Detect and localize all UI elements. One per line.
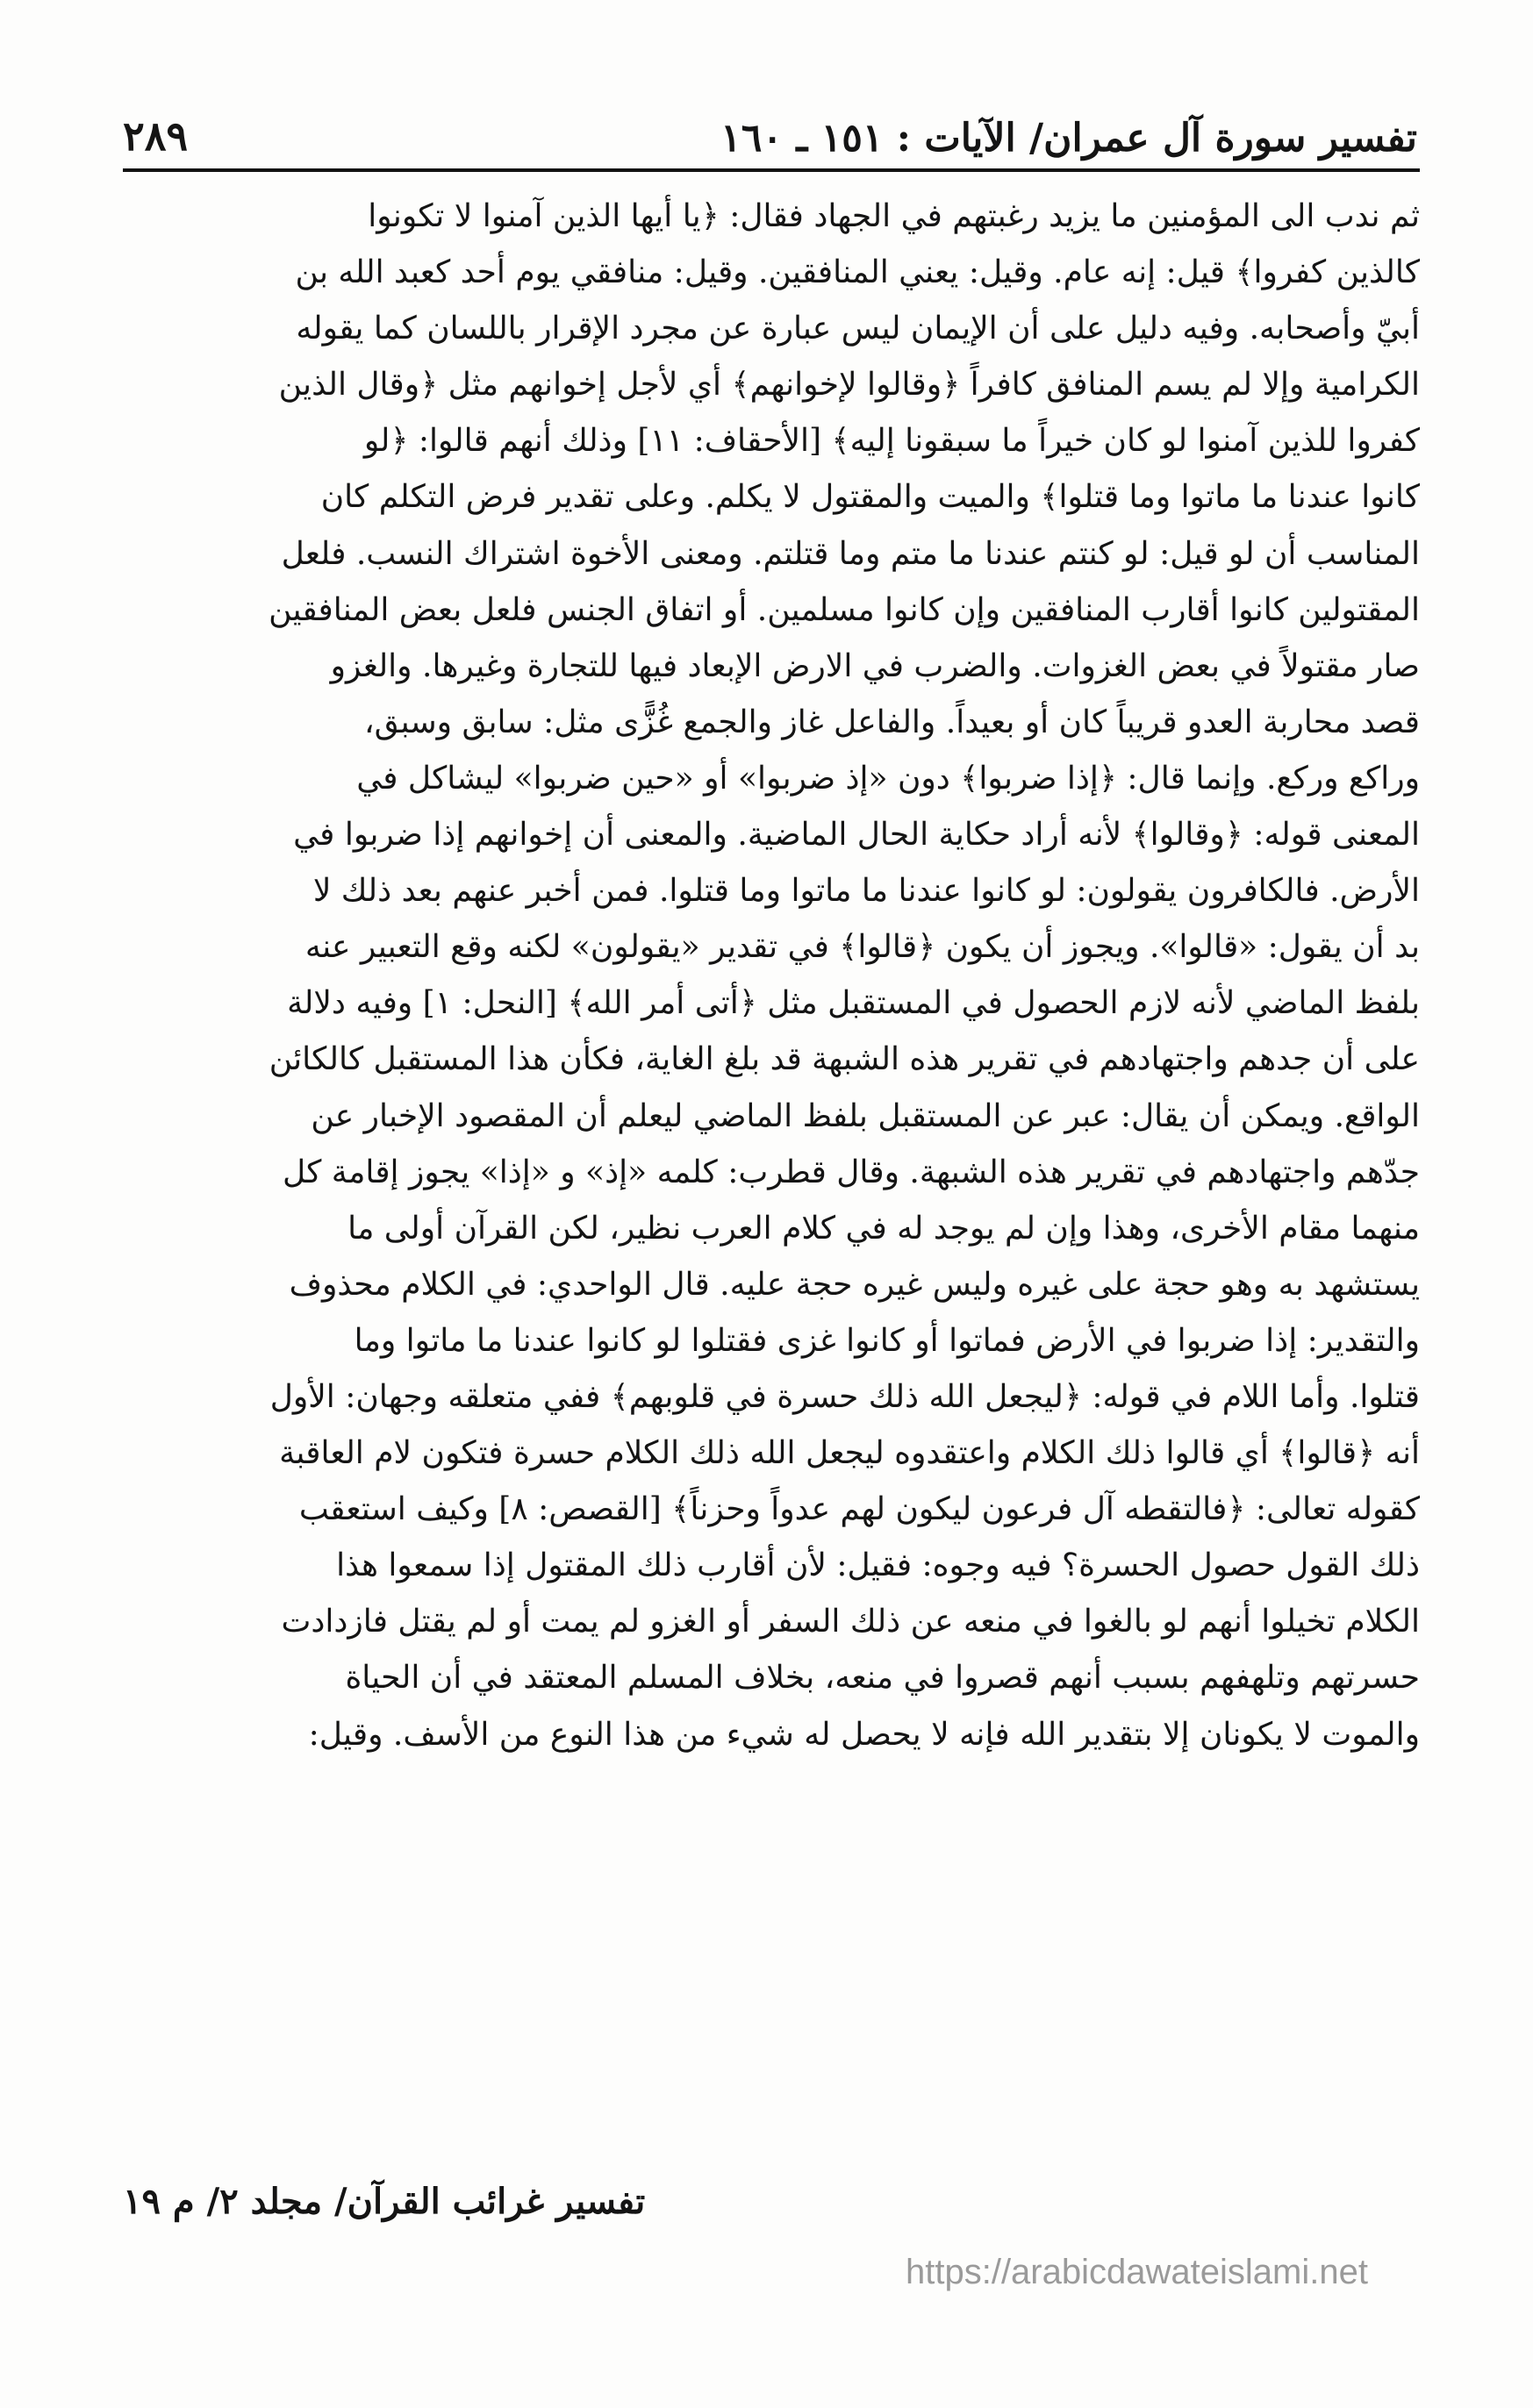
url-watermark: https://arabicdawateislami.net [906,2253,1368,2291]
text-line: بلفظ الماضي لأنه لازم الحصول في المستقبل مثل ﴿أتى أمر الله﴾ [النحل: ١] وفيه دلالة [287,985,1420,1022]
text-line: كقوله تعالى: ﴿فالتقطه آل فرعون ليكون لهم عدواً وحزناً﴾ [القصص: ٨] وكيف استعقب [298,1491,1420,1528]
text-line: منهما مقام الأخرى، وهذا وإن لم يوجد له في كلام العرب نظير، لكن القرآن أولى ما [347,1210,1420,1247]
text-line: والتقدير: إذا ضربوا في الأرض فماتوا أو كانوا غزى فقتلوا لو كانوا عندنا ما ماتوا وما [354,1322,1420,1359]
text-line: ثم ندب الى المؤمنين ما يزيد رغبتهم في الجهاد فقال: ﴿يا أيها الذين آمنوا لا تكونوا [368,198,1420,234]
text-line: الكلام تخيلوا أنهم لو بالغوا في منعه عن ذلك السفر أو الغزو لم يمت أو لم يقتل فازدادت [281,1604,1420,1640]
text-line: أبيّ وأصحابه. وفيه دليل على أن الإيمان ليس عبارة عن مجرد الإقرار باللسان كما يقوله [296,311,1420,347]
header-divider [123,168,1420,172]
text-line: بد أن يقول: «قالوا». ويجوز أن يكون ﴿قالوا﴾ في تقدير «يقولون» لكنه وقع التعبير عنه [304,929,1420,966]
running-header [123,104,1417,174]
text-line: الأرض. فالكافرون يقولون: لو كانوا عندنا ما ماتوا وما قتلوا. فمن أخبر عنهم بعد ذلك لا [312,873,1420,910]
text-line: صار مقتولاً في بعض الغزوات. والضرب في الارض الإبعاد فيها للتجارة وغيرها. والغزو [330,647,1420,684]
text-line: يستشهد به وهو حجة على غيره وليس غيره حجة عليه. قال الواحدي: في الكلام محذوف [289,1266,1420,1303]
text-line: حسرتهم وتلهفهم بسبب أنهم قصروا في منعه، بخلاف المسلم المعتقد في أن الحياة [345,1660,1420,1697]
text-line: المقتولين كانوا أقارب المنافقين وإن كانوا مسلمين. أو اتفاق الجنس فلعل بعض المنافقين [269,591,1420,628]
text-line: ذلك القول حصول الحسرة؟ فيه وجوه: فقيل: لأن أقارب ذلك المقتول إذا سمعوا هذا [336,1547,1420,1584]
page-number: ٢٨٩ [123,112,189,160]
text-line: كانوا عندنا ما ماتوا وما قتلوا﴾ والميت والمقتول لا يكلم. وعلى تقدير فرض التكلم كان [320,479,1420,516]
text-line: قتلوا. وأما اللام في قوله: ﴿ليجعل الله ذلك حسرة في قلوبهم﴾ ففي متعلقه وجهان: الأول [269,1378,1420,1415]
footer-signature: تفسير غرائب القرآن/ مجلد ٢/ م ١٩ [123,2181,646,2222]
text-line: الكرامية وإلا لم يسم المنافق كافراً ﴿وقالوا لإخوانهم﴾ أي لأجل إخوانهم مثل ﴿وقال الذين [278,367,1420,404]
body-text [123,189,1420,1763]
text-line: جدّهم واجتهادهم في تقرير هذه الشبهة. وقال قطرب: كلمه «إذ» و «إذا» يجوز إقامة كل [282,1154,1420,1190]
text-line: كفروا للذين آمنوا لو كان خيراً ما سبقونا إليه﴾ [الأحقاف: ١١] وذلك أنهم قالوا: ﴿لو [363,423,1420,460]
text-line: أنه ﴿قالوا﴾ أي قالوا ذلك الكلام واعتقدوه ليجعل الله ذلك الكلام حسرة فتكون لام العاقبة [279,1435,1420,1472]
text-line: قصد محاربة العدو قريباً كان أو بعيداً. والفاعل غاز والجمع غُزًّى مثل: سابق وسبق، [363,704,1420,740]
text-line: والموت لا يكونان إلا بتقدير الله فإنه لا يحصل له شيء من هذا النوع من الأسف. وقيل: [308,1716,1420,1753]
text-line: كالذين كفروا﴾ قيل: إنه عام. وقيل: يعني المنافقين. وقيل: منافقي يوم أحد كعبد الله بن [295,254,1420,291]
text-line: المناسب أن لو قيل: لو كنتم عندنا ما متم وما قتلتم. ومعنى الأخوة اشتراك النسب. فلعل [281,535,1420,572]
text-line: المعنى قوله: ﴿وقالوا﴾ لأنه أراد حكاية الحال الماضية. والمعنى أن إخوانهم إذا ضربوا في [293,817,1420,854]
footer [123,2181,1420,2242]
header-title: تفسير سورة آل عمران/ الآيات : ١٥١ ـ ١٦٠ [720,116,1417,161]
text-line: وراكع وركع. وإنما قال: ﴿إذا ضربوا﴾ دون «إذ ضربوا» أو «حين ضربوا» ليشاكل في [356,760,1420,797]
text-line: الواقع. ويمكن أن يقال: عبر عن المستقبل بلفظ الماضي ليعلم أن المقصود الإخبار عن [311,1097,1420,1134]
text-line: على أن جدهم واجتهادهم في تقرير هذه الشبهة قد بلغ الغاية، فكأن هذا المستقبل كالكائن [269,1041,1420,1078]
